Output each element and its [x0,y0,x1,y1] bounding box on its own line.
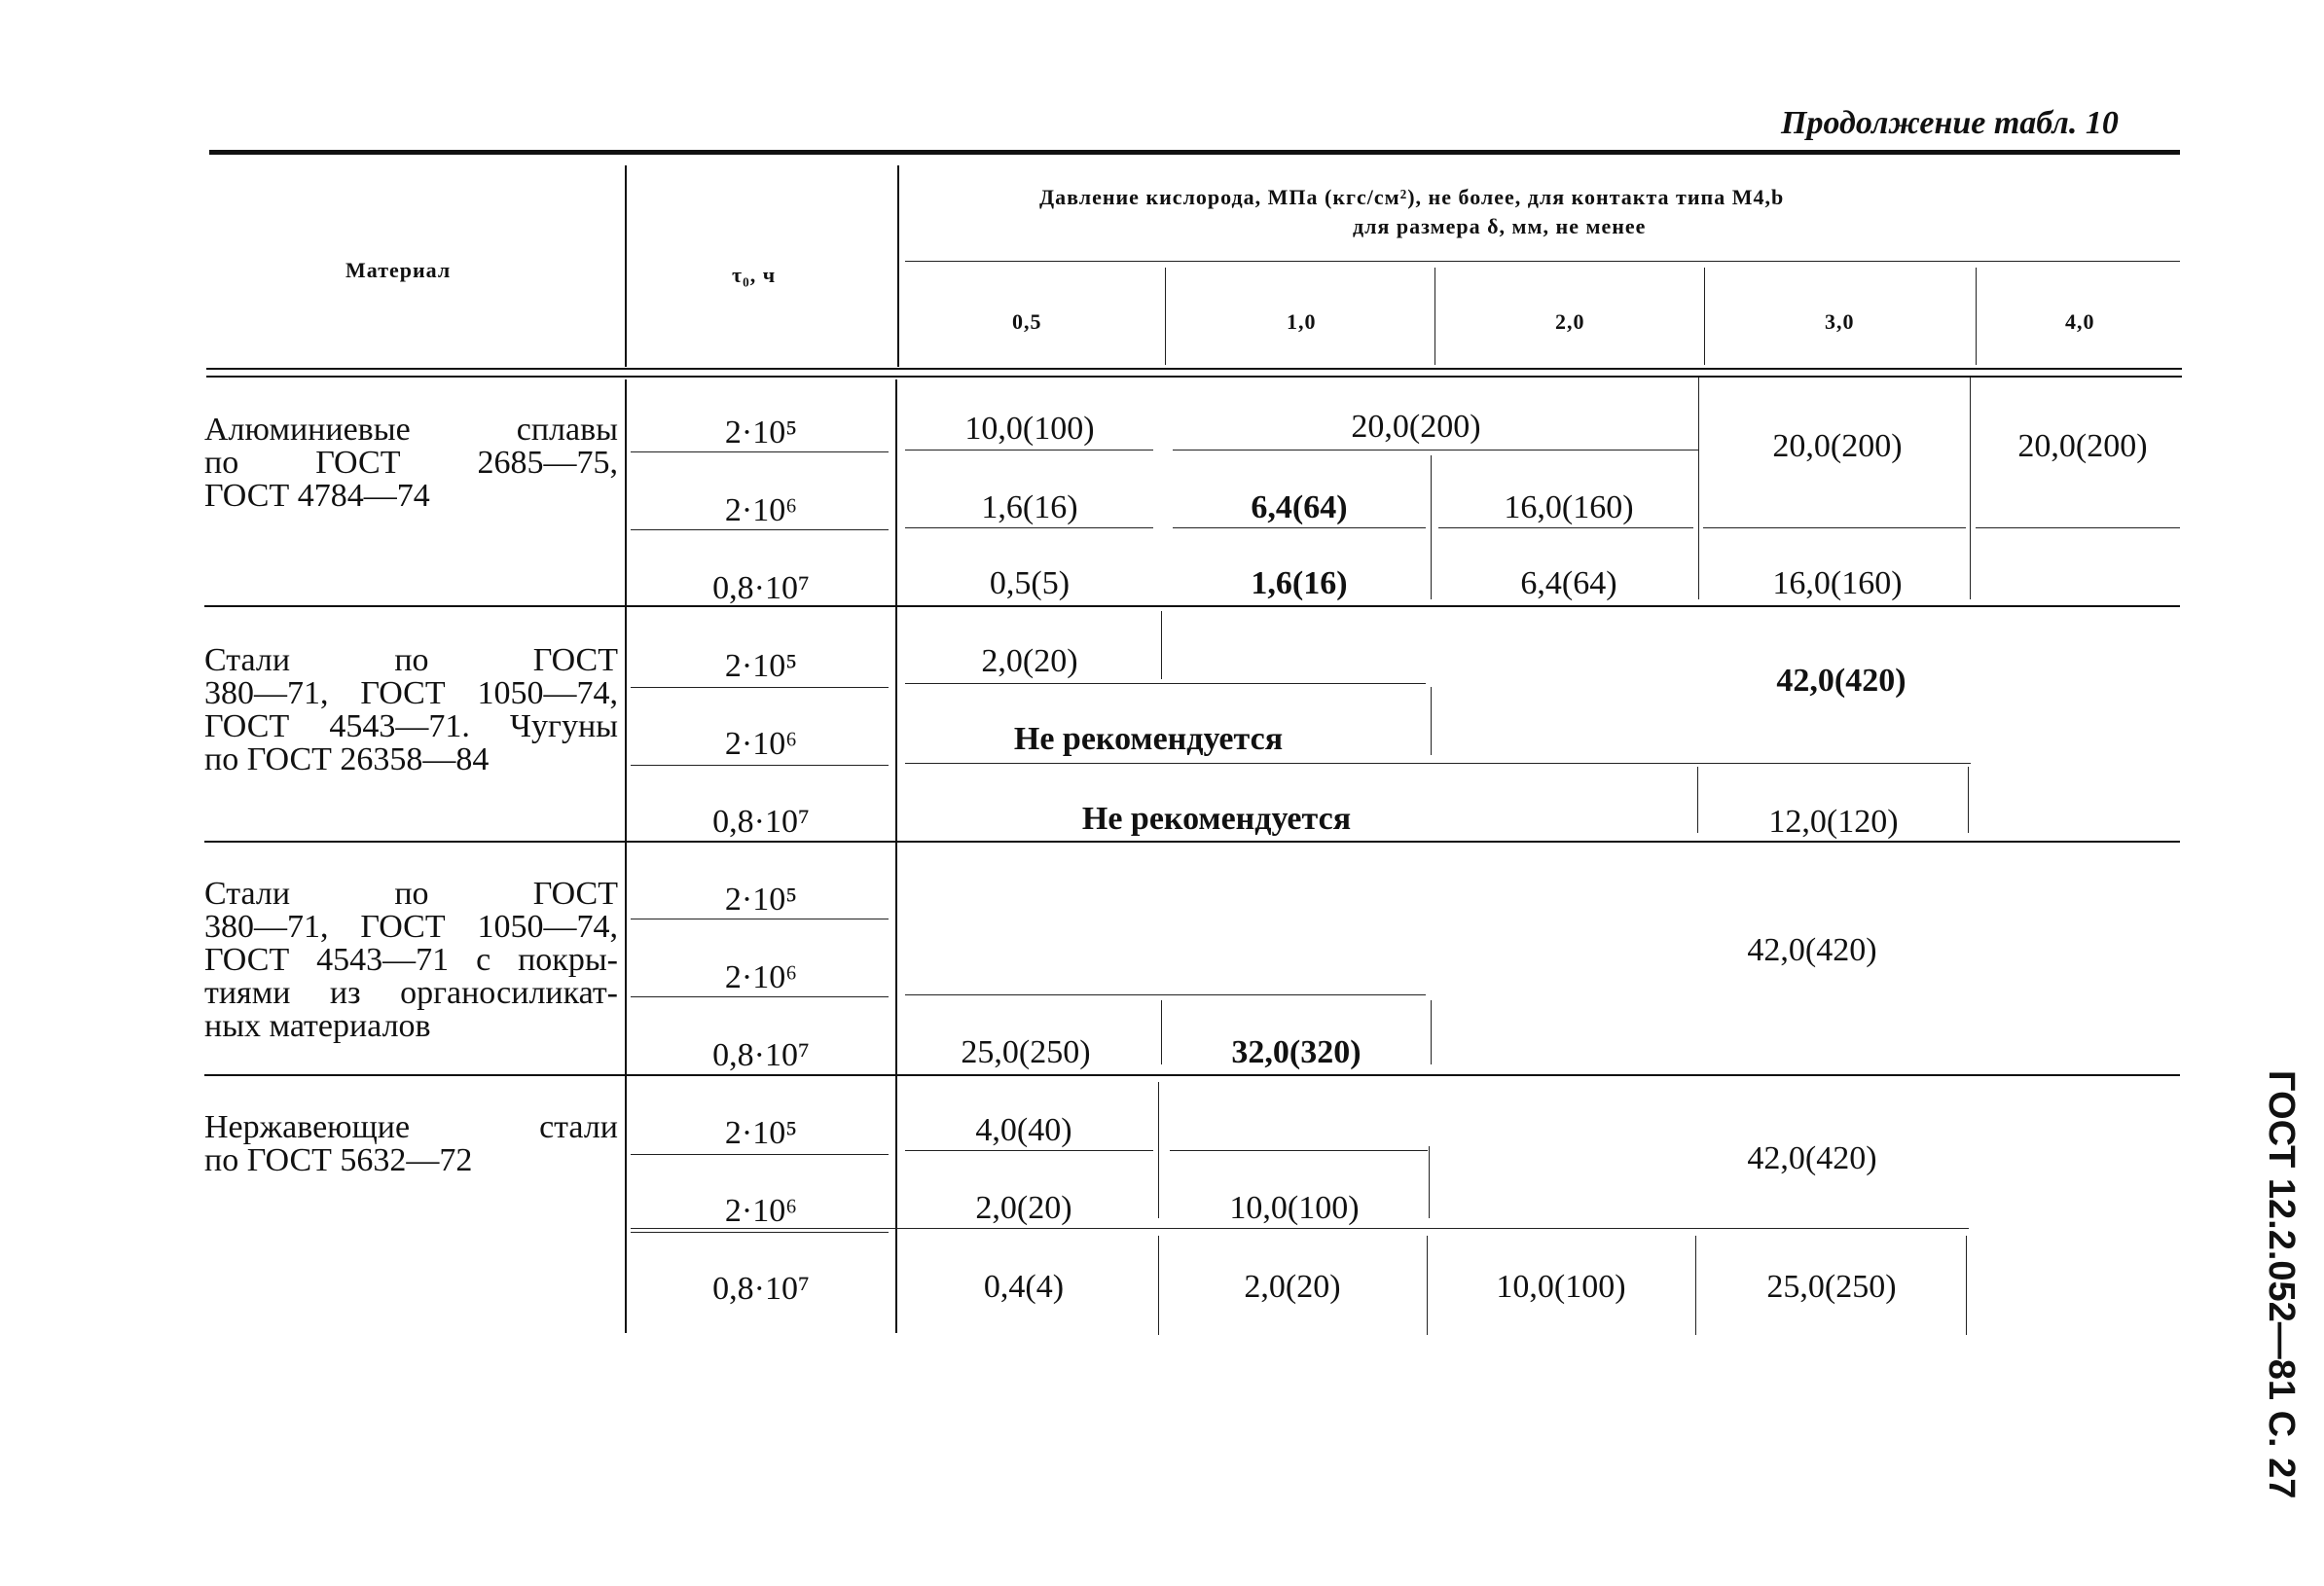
header-vline-1 [625,165,627,367]
tau-rule [631,1232,889,1233]
cell-rule [1438,527,1693,528]
tau-rule [631,451,889,452]
cell-vline [1970,378,1971,599]
size-header-4-0: 4,0 [2065,309,2095,334]
tau-rule [631,529,889,530]
material-line: по ГОСТ 26358—84 [204,741,490,777]
value-cell: 16,0(160) [1504,489,1634,525]
value-cell: Не рекомендуется [1081,801,1352,837]
cell-rule [1173,450,1698,451]
tau-cell: 2·10⁵ [724,882,798,918]
cell-rule [905,994,1426,995]
cell-rule [1703,527,1966,528]
header-double-rule-a [206,368,2182,370]
header-sub-rule [905,261,2180,262]
cell-rule [1170,1150,1428,1151]
group-rule-3 [204,1074,2180,1076]
value-cell: 10,0(100) [964,411,1095,447]
cell-rule [905,527,1153,528]
cell-rule [905,683,1426,684]
header-vline-6 [1976,268,1977,365]
tau-rule [631,765,889,766]
tau-cell: 2·10⁵ [724,415,798,451]
tau-cell: 0,8·10⁷ [712,1271,810,1307]
material-line: по ГОСТ 2685—75, [204,445,618,481]
cell-vline [1158,1236,1159,1335]
group-rule-1 [204,605,2180,607]
value-cell: 16,0(160) [1772,565,1903,601]
cell-vline [1161,1000,1162,1064]
col-header-pressure-line2: для размера δ, мм, не менее [1353,214,1647,238]
size-header-0-5: 0,5 [1012,309,1042,334]
cell-rule [905,450,1153,451]
material-group-2 [204,644,618,776]
value-cell: 32,0(320) [1231,1034,1362,1070]
tau-cell: 2·10⁶ [724,959,798,995]
tau-rule [631,687,889,688]
material-line: ных материалов [204,1008,431,1044]
value-cell: 1,6(16) [1251,565,1348,601]
material-group-3 [204,878,618,1043]
cell-rule [631,1228,1969,1229]
body-vline-tau [895,379,897,1333]
value-cell: 0,5(5) [989,565,1071,601]
cell-rule [905,763,1971,764]
tau-cell: 0,8·10⁷ [712,570,810,606]
value-cell: 1,6(16) [981,489,1078,525]
material-group-1 [204,414,618,513]
cell-vline [1697,767,1698,833]
header-vline-3 [1165,268,1166,365]
header-vline-4 [1434,268,1435,365]
col-header-tau: τ₀, ч [732,263,777,287]
cell-vline [1158,1082,1159,1218]
size-header-1-0: 1,0 [1287,309,1317,334]
header-double-rule-b [206,376,2182,378]
cell-rule [905,1150,1153,1151]
value-cell: 20,0(200) [1772,428,1903,464]
value-cell: 25,0(250) [1766,1269,1897,1305]
material-line: Нержавеющие стали [204,1109,618,1145]
group-rule-2 [204,841,2180,843]
material-line: ГОСТ 4543—71. Чугуны [204,708,618,744]
tau-cell: 0,8·10⁷ [712,1037,810,1073]
value-cell: 20,0(200) [1351,409,1481,445]
value-cell: 42,0(420) [1776,663,1906,699]
value-cell: 2,0(20) [981,643,1078,679]
cell-vline [1431,687,1432,755]
value-cell: 6,4(64) [1520,565,1617,601]
size-header-3-0: 3,0 [1825,309,1855,334]
body-vline-material [625,379,627,1333]
cell-vline [1429,1146,1430,1218]
value-cell: 42,0(420) [1747,1140,1877,1176]
table-top-rule [209,150,2180,155]
material-line: Алюминиевые сплавы [204,412,618,448]
cell-rule [1173,527,1426,528]
value-cell: 10,0(100) [1496,1269,1626,1305]
cell-vline [1431,455,1432,599]
cell-vline [1966,1236,1967,1335]
continuation-title: Продолжение табл. 10 [1781,105,2119,141]
tau-cell: 2·10⁵ [724,1115,798,1151]
tau-rule [631,996,889,997]
material-line: Стали по ГОСТ [204,642,618,678]
cell-vline [1431,1000,1432,1064]
cell-rule [1976,527,2180,528]
size-header-2-0: 2,0 [1555,309,1585,334]
material-line: 380—71, ГОСТ 1050—74, [204,909,618,945]
value-cell: 2,0(20) [1244,1269,1341,1305]
header-vline-5 [1704,268,1705,365]
value-cell: 25,0(250) [961,1034,1091,1070]
value-cell: 12,0(120) [1768,804,1899,840]
tau-cell: 0,8·10⁷ [712,804,810,840]
material-line: Стали по ГОСТ [204,876,618,912]
material-line: ГОСТ 4543—71 с покры- [204,942,618,978]
col-header-pressure-line1: Давление кислорода, МПа (кгс/см²), не более, для контакта типа М4,b [1039,185,1785,209]
material-line: тиями из органосиликат- [204,975,618,1011]
tau-cell: 2·10⁵ [724,648,798,684]
material-line: 380—71, ГОСТ 1050—74, [204,675,618,711]
cell-vline [1695,1236,1696,1335]
tau-rule [631,1154,889,1155]
value-cell: 10,0(100) [1229,1190,1360,1226]
value-cell: 6,4(64) [1251,489,1348,525]
material-line: по ГОСТ 5632—72 [204,1142,473,1178]
value-cell: 2,0(20) [975,1190,1072,1226]
material-group-4 [204,1111,618,1177]
cell-vline [1698,378,1699,599]
cell-vline [1161,611,1162,679]
value-cell: 42,0(420) [1747,932,1877,968]
cell-vline [1427,1236,1428,1335]
value-cell: 4,0(40) [975,1112,1072,1148]
value-cell: Не рекомендуется [1013,721,1284,757]
tau-cell: 2·10⁶ [724,726,798,762]
header-vline-2 [897,165,899,367]
tau-cell: 2·10⁶ [724,492,798,528]
value-cell: 20,0(200) [2017,428,2148,464]
value-cell: 0,4(4) [983,1269,1065,1305]
side-page-label: ГОСТ 12.2.052—81 С. 27 [2261,1070,2302,1499]
material-line: ГОСТ 4784—74 [204,478,430,514]
cell-vline [1968,767,1969,833]
col-header-material: Материал [345,258,452,282]
tau-cell: 2·10⁶ [724,1193,798,1229]
